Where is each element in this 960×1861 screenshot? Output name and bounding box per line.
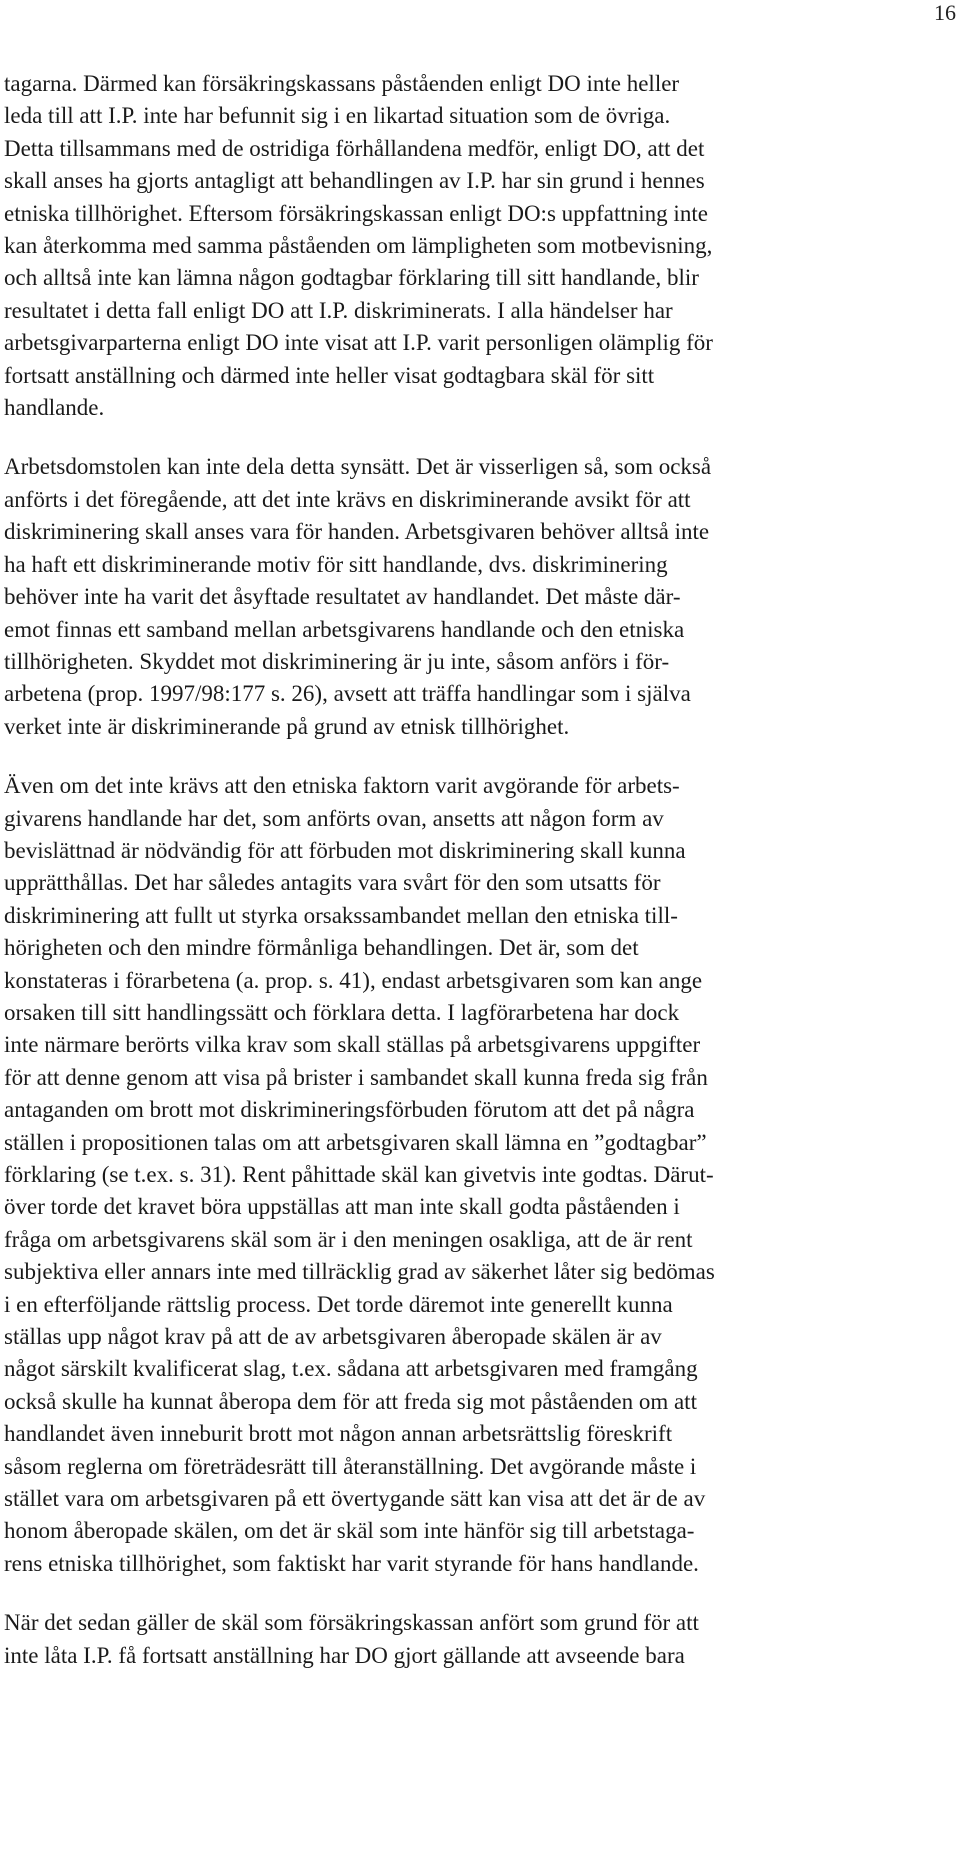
text-line: tagarna. Därmed kan försäkringskassans påståenden enligt DO inte heller xyxy=(4,71,680,96)
text-line: och alltså inte kan lämna någon godtagbar förklaring till sitt handlande, blir xyxy=(4,265,699,291)
text-line: hörigheten och den mindre förmånliga behandlingen. Det är, som det xyxy=(4,935,639,961)
text-line: i en efterföljande rättslig process. Det torde däremot inte generellt kunna xyxy=(4,1291,673,1317)
text-line: arbetena (prop. 1997/98:177 s. 26), avsett att träffa handlingar som i själva xyxy=(4,681,691,707)
paragraph xyxy=(4,451,934,743)
text-line: anförts i det föregående, att det inte krävs en diskriminerande avsikt för att xyxy=(4,486,691,512)
text-line: När det sedan gäller de skäl som försäkringskassan anfört som grund för att xyxy=(4,1610,699,1636)
text-line: bevislättnad är nödvändig för att förbuden mot diskriminering skall kunna xyxy=(4,837,686,863)
text-line: antaganden om brott mot diskrimineringsförbuden förutom att det på några xyxy=(4,1097,695,1123)
text-line: tillhörigheten. Skyddet mot diskriminering är ju inte, såsom anförs i för- xyxy=(4,648,670,674)
text-line: Detta tillsammans med de ostridiga förhållandena medför, enligt DO, att det xyxy=(4,135,705,161)
text-line: något särskilt kvalificerat slag, t.ex. sådana att arbetsgivaren med framgång xyxy=(4,1356,698,1382)
text-line: för att denne genom att visa på brister i sambandet skall kunna freda sig från xyxy=(4,1064,708,1090)
text-line: förklaring (se t.ex. s. 31). Rent påhittade skäl kan givetvis inte godtas. Därut- xyxy=(4,1162,714,1187)
text-line: skall anses ha gjorts antagligt att behandlingen av I.P. har sin grund i hennes xyxy=(4,168,705,194)
text-line: leda till att I.P. inte har befunnit sig i en likartad situation som de övriga. xyxy=(4,103,671,129)
text-line: Arbetsdomstolen kan inte dela detta synsätt. Det är visserligen så, som också xyxy=(4,454,712,480)
paragraph-gap xyxy=(4,1580,934,1607)
text-line: kan återkomma med samma påståenden om lämpligheten som motbevisning, xyxy=(4,233,713,259)
text-line: över torde det kravet böra uppställas att man inte skall godta påståenden i xyxy=(4,1194,680,1220)
text-line: etniska tillhörighet. Eftersom försäkringskassan enligt DO:s uppfattning inte xyxy=(4,200,708,226)
text-line: behöver inte ha varit det åsyftade resultatet av handlandet. Det måste där- xyxy=(4,584,681,610)
text-line: diskriminering skall anses vara för handen. Arbetsgivaren behöver alltså inte xyxy=(4,519,710,545)
text-line: subjektiva eller annars inte med tillräcklig grad av säkerhet låter sig bedömas xyxy=(4,1259,715,1285)
paragraph xyxy=(4,770,934,1580)
text-line: ha haft ett diskriminerande motiv för sitt handlande, dvs. diskriminering xyxy=(4,551,668,577)
text-line: diskriminering att fullt ut styrka orsakssambandet mellan den etniska till- xyxy=(4,902,678,928)
text-line: konstateras i förarbetena (a. prop. s. 41), endast arbetsgivaren som kan ange xyxy=(4,967,703,993)
text-line: fortsatt anställning och därmed inte heller visat godtagbara skäl för sitt xyxy=(4,362,655,388)
paragraph xyxy=(4,68,934,424)
text-line: inte närmare berörts vilka krav som skall ställas på arbetsgivarens uppgifter xyxy=(4,1032,701,1058)
text-line: arbetsgivarparterna enligt DO inte visat att I.P. varit personligen olämplig för xyxy=(4,330,713,356)
page-number: 16 xyxy=(934,0,956,25)
text-line: upprätthållas. Det har således antagits vara svårt för den som utsatts för xyxy=(4,870,661,896)
paragraph xyxy=(4,1607,934,1672)
text-line: handlandet även inneburit brott mot någon annan arbetsrättslig föreskrift xyxy=(4,1421,673,1447)
text-line: inte låta I.P. få fortsatt anställning har DO gjort gällande att avseende bara xyxy=(4,1642,685,1668)
document-body xyxy=(4,68,934,1672)
text-line: orsaken till sitt handlingssätt och förklara detta. I lagförarbetena har dock xyxy=(4,999,680,1025)
paragraph-gap xyxy=(4,743,934,770)
text-line: honom åberopade skälen, om det är skäl som inte hänför sig till arbetstaga- xyxy=(4,1518,695,1544)
text-line: såsom reglerna om företrädesrätt till återanställning. Det avgörande måste i xyxy=(4,1453,697,1479)
text-line: också skulle ha kunnat åberopa dem för att freda sig mot påståenden om att xyxy=(4,1388,697,1414)
text-line: givarens handlande har det, som anförts ovan, ansetts att någon form av xyxy=(4,805,664,831)
text-line: fråga om arbetsgivarens skäl som är i den meningen osakliga, att de är rent xyxy=(4,1226,693,1252)
text-line: resultatet i detta fall enligt DO att I.P. diskriminerats. I alla händelser har xyxy=(4,297,673,323)
text-line: Även om det inte krävs att den etniska faktorn varit avgörande för arbets- xyxy=(4,773,680,799)
text-line: verket inte är diskriminerande på grund av etnisk tillhörighet. xyxy=(4,713,570,739)
text-line: handlande. xyxy=(4,395,105,421)
paragraph-gap xyxy=(4,424,934,451)
text-line: rens etniska tillhörighet, som faktiskt har varit styrande för hans handlande. xyxy=(4,1550,699,1576)
text-line: stället vara om arbetsgivaren på ett övertygande sätt kan visa att det är de av xyxy=(4,1486,706,1512)
text-line: ställas upp något krav på att de av arbetsgivaren åberopade skälen är av xyxy=(4,1324,662,1350)
text-line: emot finnas ett samband mellan arbetsgivarens handlande och den etniska xyxy=(4,616,685,642)
text-line: ställen i propositionen talas om att arbetsgivaren skall lämna en ”godtagbar” xyxy=(4,1129,707,1155)
